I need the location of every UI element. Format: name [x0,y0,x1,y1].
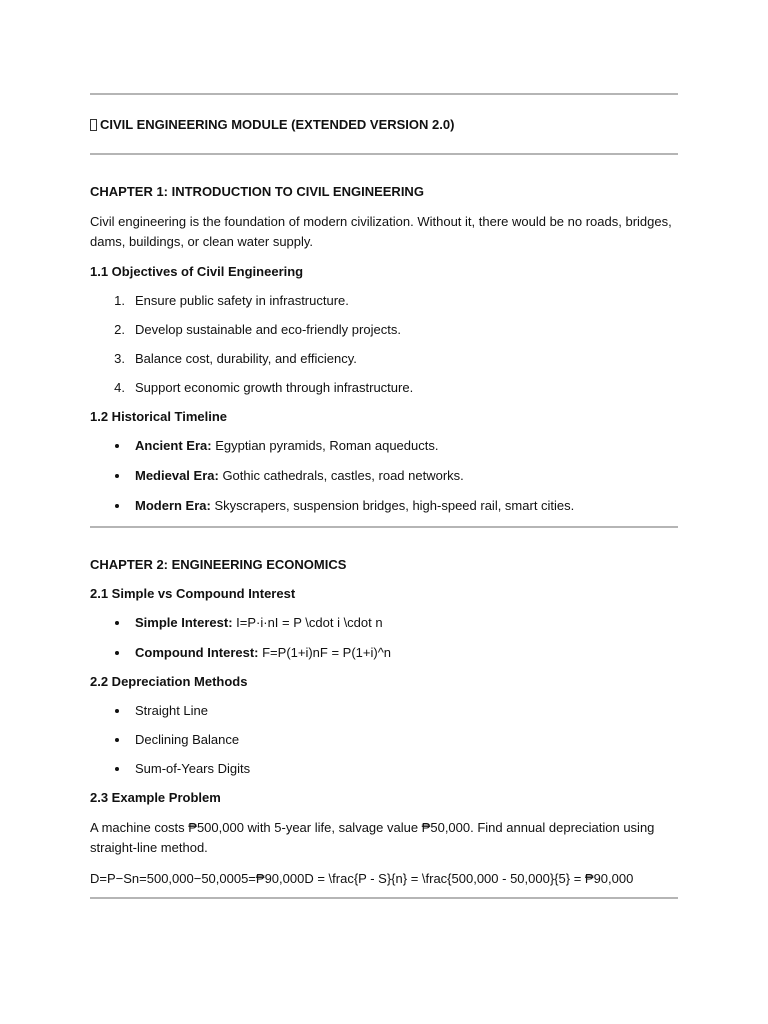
list-item [90,322,678,338]
depreciation-list [90,703,678,777]
interest-heading: 2.1 Simple vs Compound Interest [90,586,296,601]
objectives-list [90,293,678,396]
list-item-text: I=P·i·nI = P \cdot i \cdot n [232,615,383,630]
list-item-text: Gothic cathedrals, castles, road networks. [218,468,464,483]
document-title [90,117,678,133]
list-item-label: Simple Interest: [135,615,233,630]
list-item-text: F=P(1+i)nF = P(1+i)^n [258,645,392,660]
bullet-icon [115,738,119,742]
bullet-icon [115,444,119,448]
list-item-text: Straight Line [135,703,208,718]
list-item [90,293,678,309]
bullet-icon [115,709,119,713]
timeline-list [90,438,678,514]
list-item-label: Ancient Era: [135,438,212,453]
list-item-text: Develop sustainable and eco-friendly projects. [135,322,401,337]
bullet-icon [115,504,119,508]
list-number: 1. [114,293,125,308]
example-heading: 2.3 Example Problem [90,790,221,805]
list-item-text: Balance cost, durability, and efficiency. [135,351,357,366]
chapter-1-heading: CHAPTER 1: INTRODUCTION TO CIVIL ENGINEERING [90,184,424,199]
example-formula: D=P−Sn=500,000−50,0005=₱90,000D = \frac{P - S}{n} = \frac{500,000 - 50,000}{5} = ₱90,000 [90,871,634,886]
list-item [90,615,678,631]
bullet-icon [115,651,119,655]
list-item [90,351,678,367]
list-item [90,380,678,396]
list-number: 2. [114,322,125,337]
list-item [90,498,678,514]
list-item-text: Declining Balance [135,732,240,747]
example-text: A machine costs ₱500,000 with 5-year life, salvage value ₱50,000. Find annual depreciation using straight-line method. [90,820,655,855]
list-item-text: Support economic growth through infrastructure. [135,380,414,395]
list-item [90,703,678,719]
horizontal-rule [90,153,678,155]
horizontal-rule [90,93,678,95]
horizontal-rule [90,897,678,899]
list-item-text: Egyptian pyramids, Roman aqueducts. [211,438,439,453]
document-title-text: CIVIL ENGINEERING MODULE (EXTENDED VERSION 2.0) [100,117,455,132]
chapter-2-heading: CHAPTER 2: ENGINEERING ECONOMICS [90,557,347,572]
list-item-text: Ensure public safety in infrastructure. [135,293,349,308]
horizontal-rule [90,526,678,528]
chapter-1-intro: Civil engineering is the foundation of modern civilization. Without it, there would be no roads, bridges, dams, buildings, or clean water supply. [90,214,672,249]
list-number: 3. [114,351,125,366]
list-item-text: Skyscrapers, suspension bridges, high-speed rail, smart cities. [210,498,575,513]
list-item [90,438,678,454]
list-item [90,468,678,484]
list-item [90,761,678,777]
timeline-heading: 1.2 Historical Timeline [90,409,228,424]
list-number: 4. [114,380,125,395]
bullet-icon [115,767,119,771]
missing-glyph-icon [90,119,97,131]
list-item-label: Modern Era: [135,498,211,513]
list-item-text: Sum-of-Years Digits [135,761,251,776]
list-item [90,732,678,748]
bullet-icon [115,474,119,478]
interest-list [90,615,678,661]
list-item-label: Medieval Era: [135,468,219,483]
depreciation-heading: 2.2 Depreciation Methods [90,674,248,689]
objectives-heading: 1.1 Objectives of Civil Engineering [90,264,304,279]
document-content [90,93,678,899]
list-item-label: Compound Interest: [135,645,259,660]
bullet-icon [115,621,119,625]
list-item [90,645,678,661]
